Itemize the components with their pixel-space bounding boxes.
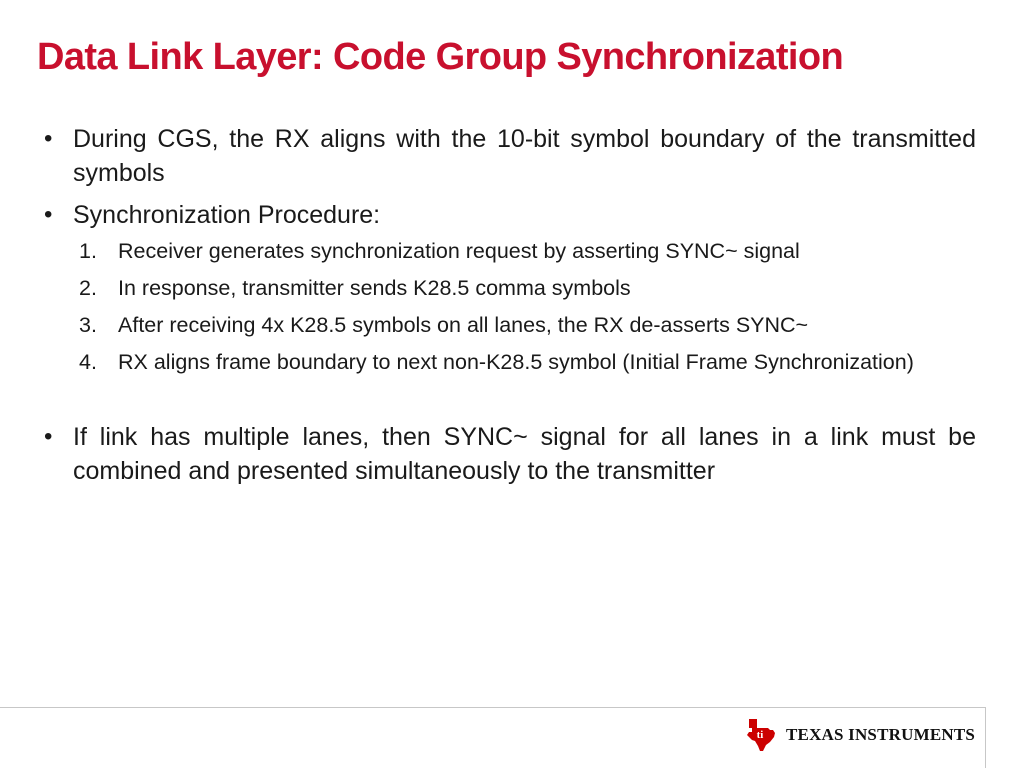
step-text: After receiving 4x K28.5 symbols on all lanes, the RX de-asserts SYNC~ (118, 313, 809, 337)
bullet-marker: • (44, 125, 53, 152)
bullet-item (40, 198, 976, 232)
procedure-steps-list (40, 236, 976, 378)
list-item (79, 347, 976, 378)
bullet-item (40, 420, 976, 488)
svg-text:ti: ti (756, 729, 764, 741)
list-item (79, 273, 976, 304)
bullet-marker: • (44, 201, 53, 228)
slide-title: Data Link Layer: Code Group Synchronization (37, 36, 844, 78)
list-item (79, 310, 976, 341)
step-text: Receiver generates synchronization request by asserting SYNC~ signal (118, 239, 800, 263)
texas-state-icon (746, 718, 776, 752)
ti-logo (746, 718, 975, 752)
slide-content (40, 122, 976, 488)
step-number: 3. (79, 313, 97, 337)
footer-divider (0, 707, 986, 708)
step-text: In response, transmitter sends K28.5 comma symbols (118, 276, 631, 300)
bullet-text: During CGS, the RX aligns with the 10-bit symbol boundary of the transmitted symbols (73, 125, 976, 187)
step-number: 2. (79, 276, 97, 300)
bullet-text: If link has multiple lanes, then SYNC~ signal for all lanes in a link must be combined and presented simultaneously to the transmitter (73, 423, 976, 485)
step-number: 1. (79, 239, 97, 263)
footer-divider-vertical (985, 707, 986, 768)
bullet-marker: • (44, 423, 53, 450)
bullet-text: Synchronization Procedure: (73, 201, 381, 229)
bullet-item (40, 122, 976, 190)
step-text: RX aligns frame boundary to next non-K28.5 symbol (Initial Frame Synchronization) (118, 350, 914, 374)
ti-logo-text: TEXAS INSTRUMENTS (786, 725, 976, 744)
list-item (79, 236, 976, 267)
step-number: 4. (79, 350, 97, 374)
